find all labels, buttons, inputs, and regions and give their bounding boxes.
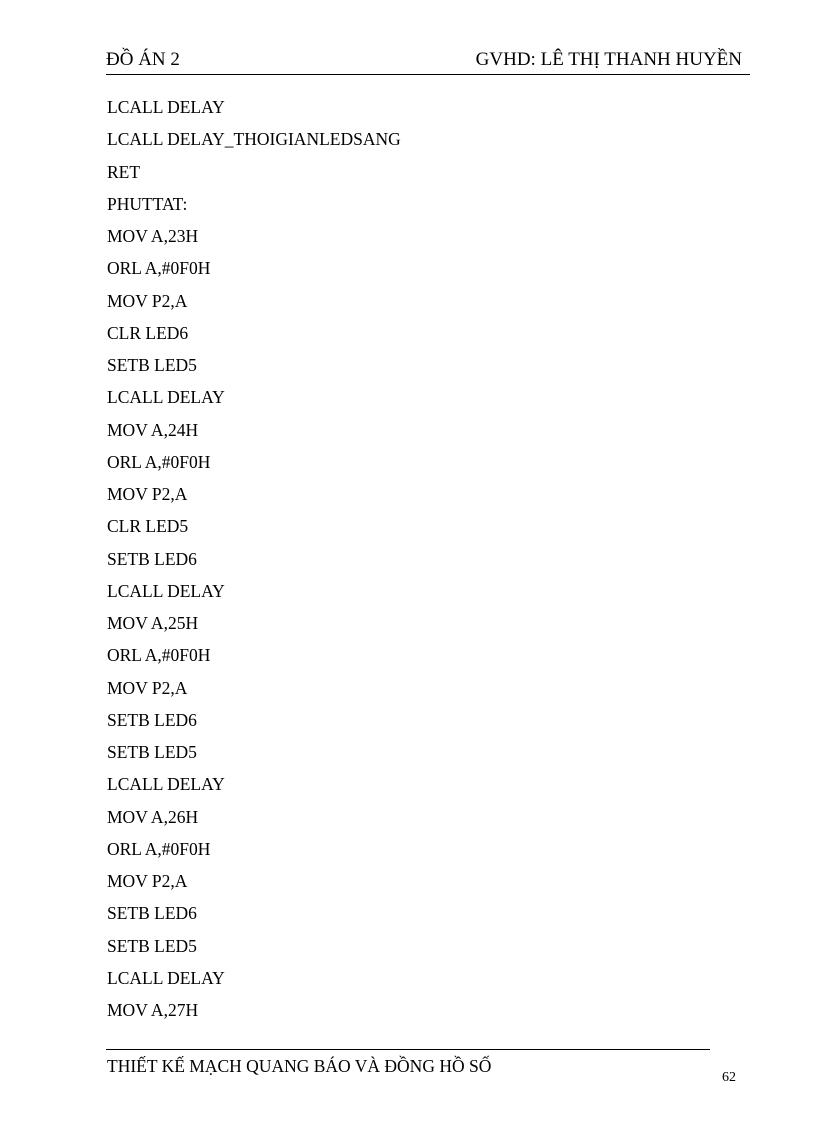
code-line: CLR LED6 xyxy=(107,322,189,343)
code-line: MOV P2,A xyxy=(107,484,188,504)
code-line: MOV P2,A xyxy=(107,871,188,891)
code-line: SETB LED5 xyxy=(107,935,197,956)
code-line: SETB LED5 xyxy=(107,355,197,375)
code-line: MOV A,23H xyxy=(107,226,199,246)
code-line: MOV A,24H xyxy=(107,419,199,440)
footer-divider xyxy=(106,1049,710,1050)
code-line: PHUTTAT: xyxy=(107,193,188,214)
code-line: MOV P2,A xyxy=(107,290,188,311)
code-line: ORL A,#0F0H xyxy=(107,645,211,666)
code-line: LCALL DELAY xyxy=(107,774,225,795)
code-line: SETB LED5 xyxy=(107,742,197,762)
code-line: SETB LED6 xyxy=(107,548,197,569)
code-line: MOV A,27H xyxy=(107,1000,199,1020)
code-line: LCALL DELAY xyxy=(107,967,225,988)
code-line: MOV P2,A xyxy=(107,677,188,698)
header-project-title: ĐỒ ÁN 2 xyxy=(106,49,180,70)
code-line: ORL A,#0F0H xyxy=(107,838,211,859)
code-line: ORL A,#0F0H xyxy=(107,451,211,472)
code-line: ORL A,#0F0H xyxy=(107,258,211,279)
code-line: SETB LED6 xyxy=(107,709,197,730)
code-line: LCALL DELAY_THOIGIANLEDSANG xyxy=(107,129,401,150)
code-line: RET xyxy=(107,161,141,182)
code-line: SETB LED6 xyxy=(107,903,197,924)
header-instructor: GVHD: LÊ THỊ THANH HUYỀN xyxy=(475,49,742,70)
code-line: LCALL DELAY xyxy=(107,97,225,117)
code-listing xyxy=(107,95,707,1030)
footer-title: THIẾT KẾ MẠCH QUANG BÁO VÀ ĐỒNG HỒ SỐ xyxy=(107,1056,492,1076)
page-number: 62 xyxy=(722,1070,736,1085)
code-line: MOV A,25H xyxy=(107,613,199,633)
code-line: CLR LED5 xyxy=(107,516,189,537)
code-line: MOV A,26H xyxy=(107,806,199,827)
code-line: LCALL DELAY xyxy=(107,387,225,408)
page-header xyxy=(106,48,750,75)
code-line: LCALL DELAY xyxy=(107,580,225,601)
